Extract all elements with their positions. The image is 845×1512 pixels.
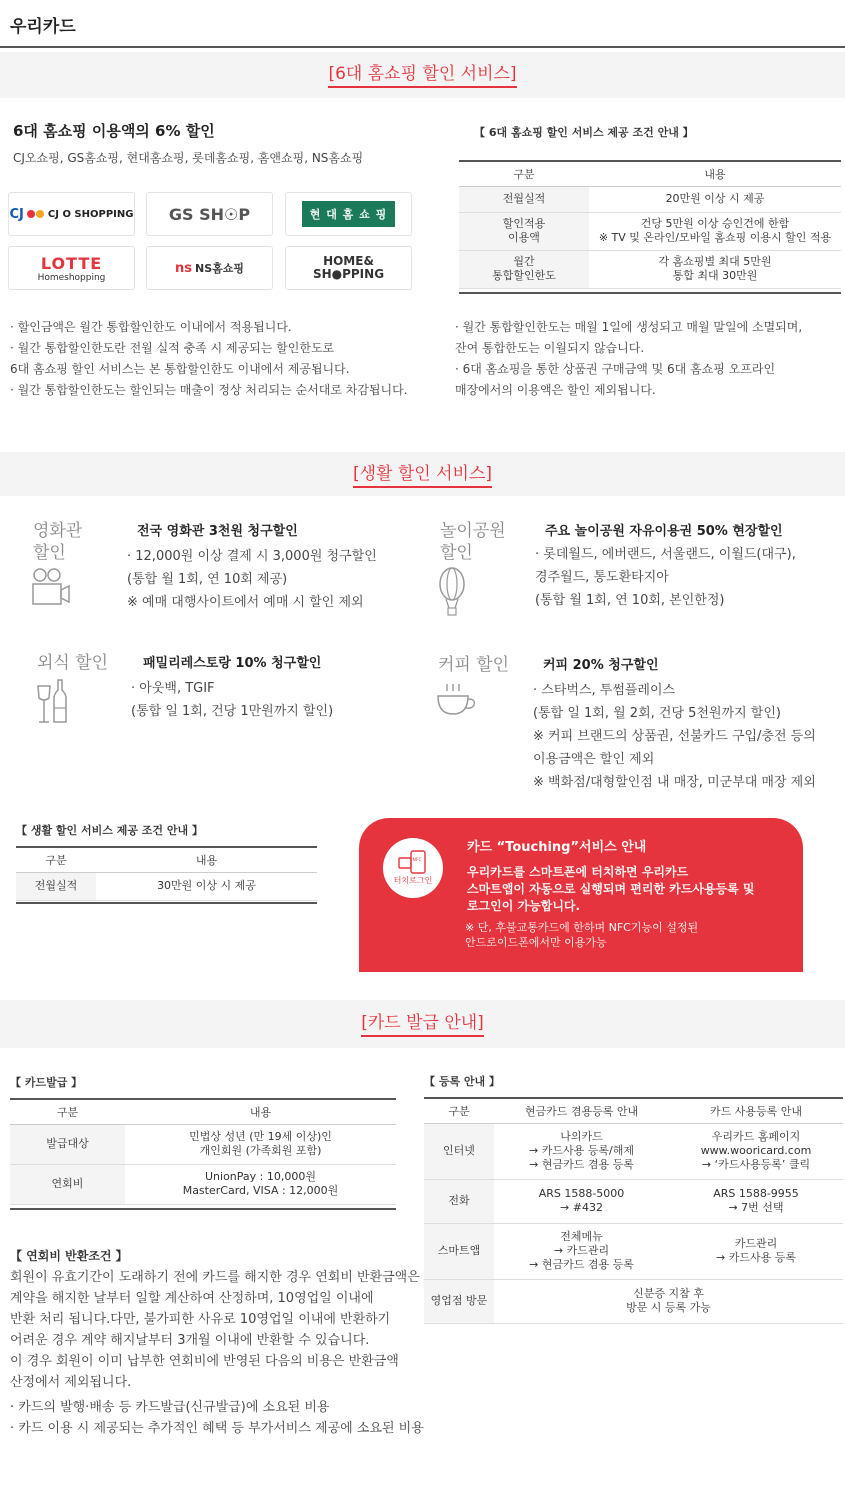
coffee-details xyxy=(533,679,816,794)
homeand-logo xyxy=(285,246,412,290)
cell-key xyxy=(459,212,589,250)
section-title: [카드 발급 안내] xyxy=(361,1013,484,1037)
note-line: 잔여 통합한도는 이월되지 않습니다. xyxy=(455,341,645,355)
balloon-icon xyxy=(438,566,466,618)
homeshopping-notes-right xyxy=(455,317,802,401)
dining-details xyxy=(131,677,333,723)
note-line: · 월간 통합할인한도는 할인되는 매출이 정상 처리되는 순서대로 차감됩니다. xyxy=(10,383,408,397)
detail-line: · 12,000원 이상 결제 시 3,000원 청구할인 xyxy=(127,549,377,564)
homeshopping-heading: 6대 홈쇼핑 이용액의 6% 할인 xyxy=(13,122,215,140)
homeand-logo-line1: HOME& xyxy=(323,254,374,268)
cell-line: 우리카드 홈페이지 xyxy=(711,1130,801,1143)
cell-line: 나의카드 xyxy=(560,1130,603,1143)
touch-login-badge xyxy=(383,838,443,898)
cell-line: → ‘카드사용등록’ 클릭 xyxy=(701,1158,811,1171)
cell-line: → 현금카드 겸용 등록 xyxy=(529,1258,634,1271)
table-row xyxy=(10,1164,396,1204)
cell-key: 연회비 xyxy=(10,1164,125,1204)
dining-category: 외식 할인 xyxy=(37,653,109,673)
detail-line: (통합 월 1회, 연 10회 제공) xyxy=(127,572,288,587)
cell-key: 전월실적 xyxy=(16,872,96,900)
homeshopping-list: CJ오쇼핑, GS홈쇼핑, 현대홈쇼핑, 롯데홈쇼핑, 홈앤쇼핑, NS홈쇼핑 xyxy=(13,151,364,165)
lotte-logo-main: LOTTE xyxy=(40,253,103,273)
cell-line: UnionPay : 10,000원 xyxy=(205,1170,316,1183)
cell-line: 월간 xyxy=(513,255,535,268)
lotte-logo xyxy=(8,246,135,290)
detail-line: (통합 월 1회, 연 10회, 본인한정) xyxy=(535,593,725,608)
note-line: 매장에서의 이용액은 할인 제외됩니다. xyxy=(455,383,656,397)
ns-mark-icon: ns xyxy=(174,260,192,276)
detail-line: · 스타벅스, 투썸플레이스 xyxy=(533,683,676,698)
note-line: 6대 홈쇼핑 할인 서비스는 본 통합할인한도 이내에서 제공됩니다. xyxy=(10,362,350,376)
issue-title: 【 카드발급 】 xyxy=(10,1076,83,1089)
cell-value xyxy=(494,1223,669,1279)
refund-line: · 카드 이용 시 제공되는 추가적인 혜택 등 부가서비스 제공에 소요된 비용 xyxy=(10,1421,424,1436)
table-row xyxy=(459,212,841,250)
table-row xyxy=(424,1179,843,1223)
refund-text xyxy=(10,1267,424,1439)
section-title: [6대 홈쇼핑 할인 서비스] xyxy=(328,64,516,88)
cell-value xyxy=(669,1223,843,1279)
nfc-phone-icon xyxy=(397,850,429,874)
refund-line: 어려운 경우 계약 해지날부터 3개월 이내에 반환할 수 있습니다. xyxy=(10,1333,370,1348)
cell-line: 이용액 xyxy=(508,231,540,244)
note-line: · 할인금액은 월간 통합할인한도 이내에서 적용됩니다. xyxy=(10,320,292,334)
life-cond-table xyxy=(16,848,317,901)
park-category xyxy=(440,520,506,564)
cell-line: → 7번 선택 xyxy=(728,1201,784,1214)
cell-key: 인터넷 xyxy=(424,1123,494,1179)
table-row xyxy=(424,1123,843,1179)
cell-value xyxy=(669,1179,843,1223)
col-header: 구분 xyxy=(424,1099,494,1123)
detail-line: · 롯데월드, 에버랜드, 서울랜드, 이월드(대구), xyxy=(535,547,796,562)
dot-icon xyxy=(36,210,44,218)
category-line: 영화관 xyxy=(33,521,83,541)
note-line: ※ 단, 후불교통카드에 한하며 NFC기능이 설정된 xyxy=(465,921,699,934)
registration-title: 【 등록 안내 】 xyxy=(424,1075,500,1088)
detail-line: (통합 일 1회, 월 2회, 건당 5천원까지 할인) xyxy=(533,706,781,721)
cell-value: 20만원 이상 시 제공 xyxy=(589,186,841,212)
hyundai-logo-text: 현 대 홈 쇼 핑 xyxy=(302,201,395,227)
col-header: 내용 xyxy=(96,848,317,872)
cell-line: MasterCard, VISA : 12,000원 xyxy=(182,1184,339,1197)
life-cond-title: 【 생활 할인 서비스 제공 조건 안내 】 xyxy=(16,824,203,837)
cell-line: → 카드사용 등록/해제 xyxy=(529,1144,634,1157)
cell-line: 민법상 성년 (만 19세 이상)인 xyxy=(189,1130,332,1143)
col-header: 내용 xyxy=(125,1100,396,1124)
cj-logo xyxy=(8,192,135,236)
note-line: · 월간 통합할인한도란 전월 실적 충족 시 제공되는 할인한도로 xyxy=(10,341,335,355)
cell-line: 신분증 지참 후 xyxy=(633,1287,704,1300)
col-header: 내용 xyxy=(589,162,841,186)
homeshopping-notes-left xyxy=(10,317,408,401)
cell-value xyxy=(125,1164,396,1204)
touching-desc xyxy=(467,864,755,915)
dot-icon xyxy=(27,210,35,218)
homeshopping-cond-title: 【 6대 홈쇼핑 할인 서비스 제공 조건 안내 】 xyxy=(474,126,694,139)
table-row xyxy=(459,186,841,212)
refund-line: · 카드의 발행·배송 등 카드발급(신규발급)에 소요된 비용 xyxy=(10,1400,330,1415)
touching-service-box xyxy=(359,818,803,972)
cell-value xyxy=(589,250,841,288)
desc-line: 로그인이 가능합니다. xyxy=(467,899,581,913)
cell-line: → 카드사용 등록 xyxy=(716,1251,796,1264)
cell-line: 방문 시 등록 가능 xyxy=(626,1301,711,1314)
note-line: 안드로이드폰에서만 이용가능 xyxy=(465,936,607,949)
cell-value: 30만원 이상 시 제공 xyxy=(96,872,317,900)
dining-title: 패밀리레스토랑 10% 청구할인 xyxy=(143,656,322,671)
homeand-logo-line2: SH●PPING xyxy=(312,267,385,281)
cj-logo-text: CJ O SHOPPING xyxy=(47,208,134,220)
note-line: · 월간 통합할인한도는 매월 1일에 생성되고 매월 말일에 소멸되며, xyxy=(455,320,803,334)
cell-value xyxy=(494,1279,843,1323)
gs-logo: GS SH☉P xyxy=(146,192,273,236)
col-header: 현금카드 겸용등록 안내 xyxy=(494,1099,669,1123)
nfc-label: NFC xyxy=(412,858,422,863)
coffee-category: 커피 할인 xyxy=(438,655,510,675)
refund-title: 【 연회비 반환조건 】 xyxy=(10,1249,128,1263)
col-header: 구분 xyxy=(459,162,589,186)
section-life-band xyxy=(0,452,845,496)
detail-line: · 아웃백, TGIF xyxy=(131,681,215,696)
cell-value xyxy=(125,1124,396,1164)
coffee-cup-icon xyxy=(436,682,478,718)
detail-line: 이용금액은 할인 제외 xyxy=(533,752,655,767)
table-row xyxy=(424,1279,843,1323)
section-homeshopping-band xyxy=(0,52,845,98)
park-title: 주요 놀이공원 자유이용권 50% 현장할인 xyxy=(545,524,783,539)
park-details xyxy=(535,543,796,612)
homeshopping-cond-table xyxy=(459,162,841,289)
table-bottom-rule xyxy=(16,902,317,904)
cell-line: ※ TV 및 온라인/모바일 홈쇼핑 이용시 할인 적용 xyxy=(598,231,832,244)
detail-line: 경주월드, 통도환타지아 xyxy=(535,570,669,585)
movie-category xyxy=(33,520,82,564)
table-row xyxy=(10,1124,396,1164)
cj-mark-icon: CJ xyxy=(9,206,24,222)
movie-details xyxy=(127,545,377,614)
cell-line: 전체메뉴 xyxy=(560,1230,603,1243)
movie-camera-icon xyxy=(32,568,72,608)
table-row xyxy=(459,250,841,288)
cell-line: 각 홈쇼핑별 최대 5만원 xyxy=(658,255,772,268)
cell-value xyxy=(494,1179,669,1223)
detail-line: ※ 백화점/대형할인점 내 매장, 미군부대 매장 제외 xyxy=(533,775,816,790)
cell-line: 통합할인한도 xyxy=(492,269,556,282)
section-issue-band xyxy=(0,1000,845,1048)
ns-logo xyxy=(146,246,273,290)
cell-line: 건당 5만원 이상 승인건에 한함 xyxy=(640,217,790,230)
cell-key: 전화 xyxy=(424,1179,494,1223)
detail-line: ※ 예매 대행사이트에서 예매 시 할인 제외 xyxy=(127,595,364,610)
col-header: 구분 xyxy=(10,1100,125,1124)
ns-logo-text: NS홈쇼핑 xyxy=(194,262,244,275)
cell-line: 할인적용 xyxy=(502,217,546,230)
issue-table xyxy=(10,1100,396,1205)
header-divider xyxy=(0,46,845,48)
refund-line: 회원이 유효기간이 도래하기 전에 카드를 해지한 경우 연회비 반환금액은 xyxy=(10,1270,420,1285)
cell-line: → 현금카드 겸용 등록 xyxy=(529,1158,634,1171)
cell-value xyxy=(494,1123,669,1179)
refund-line: 이 경우 회원이 이미 납부한 연회비에 반영된 다음의 비용은 반환금액 xyxy=(10,1354,399,1369)
cell-key: 전월실적 xyxy=(459,186,589,212)
wine-icon xyxy=(36,678,68,724)
cell-value xyxy=(669,1123,843,1179)
refund-line: 산정에서 제외됩니다. xyxy=(10,1375,132,1390)
category-line: 할인 xyxy=(440,543,473,563)
cell-line: ARS 1588-5000 xyxy=(538,1187,625,1200)
desc-line: 스마트앱이 자동으로 실행되며 편리한 카드사용등록 및 xyxy=(467,882,755,896)
cell-key: 발급대상 xyxy=(10,1124,125,1164)
col-header: 구분 xyxy=(16,848,96,872)
cell-line: 카드관리 xyxy=(734,1237,778,1250)
movie-title: 전국 영화관 3천원 청구할인 xyxy=(137,524,298,539)
touching-note xyxy=(465,920,698,950)
table-row xyxy=(16,872,317,900)
cell-line: ARS 1588-9955 xyxy=(713,1187,799,1200)
cell-key: 스마트앱 xyxy=(424,1223,494,1279)
cell-line: 개인회원 (가족회원 포함) xyxy=(199,1144,322,1157)
refund-line: 반환 처리 됩니다.다만, 불가피한 사유로 10영업일 이내에 반환하기 xyxy=(10,1312,391,1327)
category-line: 놀이공원 xyxy=(440,521,506,541)
detail-line: ※ 커피 브랜드의 상품권, 선불카드 구입/충전 등의 xyxy=(533,729,816,744)
category-line: 할인 xyxy=(33,543,66,563)
coffee-title: 커피 20% 청구할인 xyxy=(543,658,659,673)
table-row xyxy=(424,1223,843,1279)
registration-table xyxy=(424,1099,843,1324)
cell-line: → #432 xyxy=(560,1201,603,1214)
touch-login-label: 터치로그인 xyxy=(393,876,433,885)
desc-line: 우리카드를 스마트폰에 터치하면 우리카드 xyxy=(467,865,689,879)
cell-line: → 카드관리 xyxy=(553,1244,610,1257)
touching-title: 카드 “Touching”서비스 안내 xyxy=(467,840,647,855)
lotte-logo-sub: Homeshopping xyxy=(37,272,106,283)
cell-key: 영업점 방문 xyxy=(424,1279,494,1323)
cell-value xyxy=(589,212,841,250)
cell-line: 통합 최대 30만원 xyxy=(672,269,758,282)
note-line: · 6대 홈쇼핑을 통한 상품권 구매금액 및 6대 홈쇼핑 오프라인 xyxy=(455,362,776,376)
section-title: [생활 할인 서비스] xyxy=(353,464,492,488)
table-bottom-rule xyxy=(459,292,841,294)
brand-title: 우리카드 xyxy=(10,17,76,37)
refund-line: 계약을 해지한 날부터 일할 계산하여 산정하며, 10영업일 이내에 xyxy=(10,1291,374,1306)
col-header: 카드 사용등록 안내 xyxy=(669,1099,843,1123)
cell-line: www.wooricard.com xyxy=(700,1144,812,1157)
hyundai-logo xyxy=(285,192,412,236)
detail-line: (통합 일 1회, 건당 1만원까지 할인) xyxy=(131,704,334,719)
table-bottom-rule xyxy=(10,1208,396,1210)
cell-key xyxy=(459,250,589,288)
